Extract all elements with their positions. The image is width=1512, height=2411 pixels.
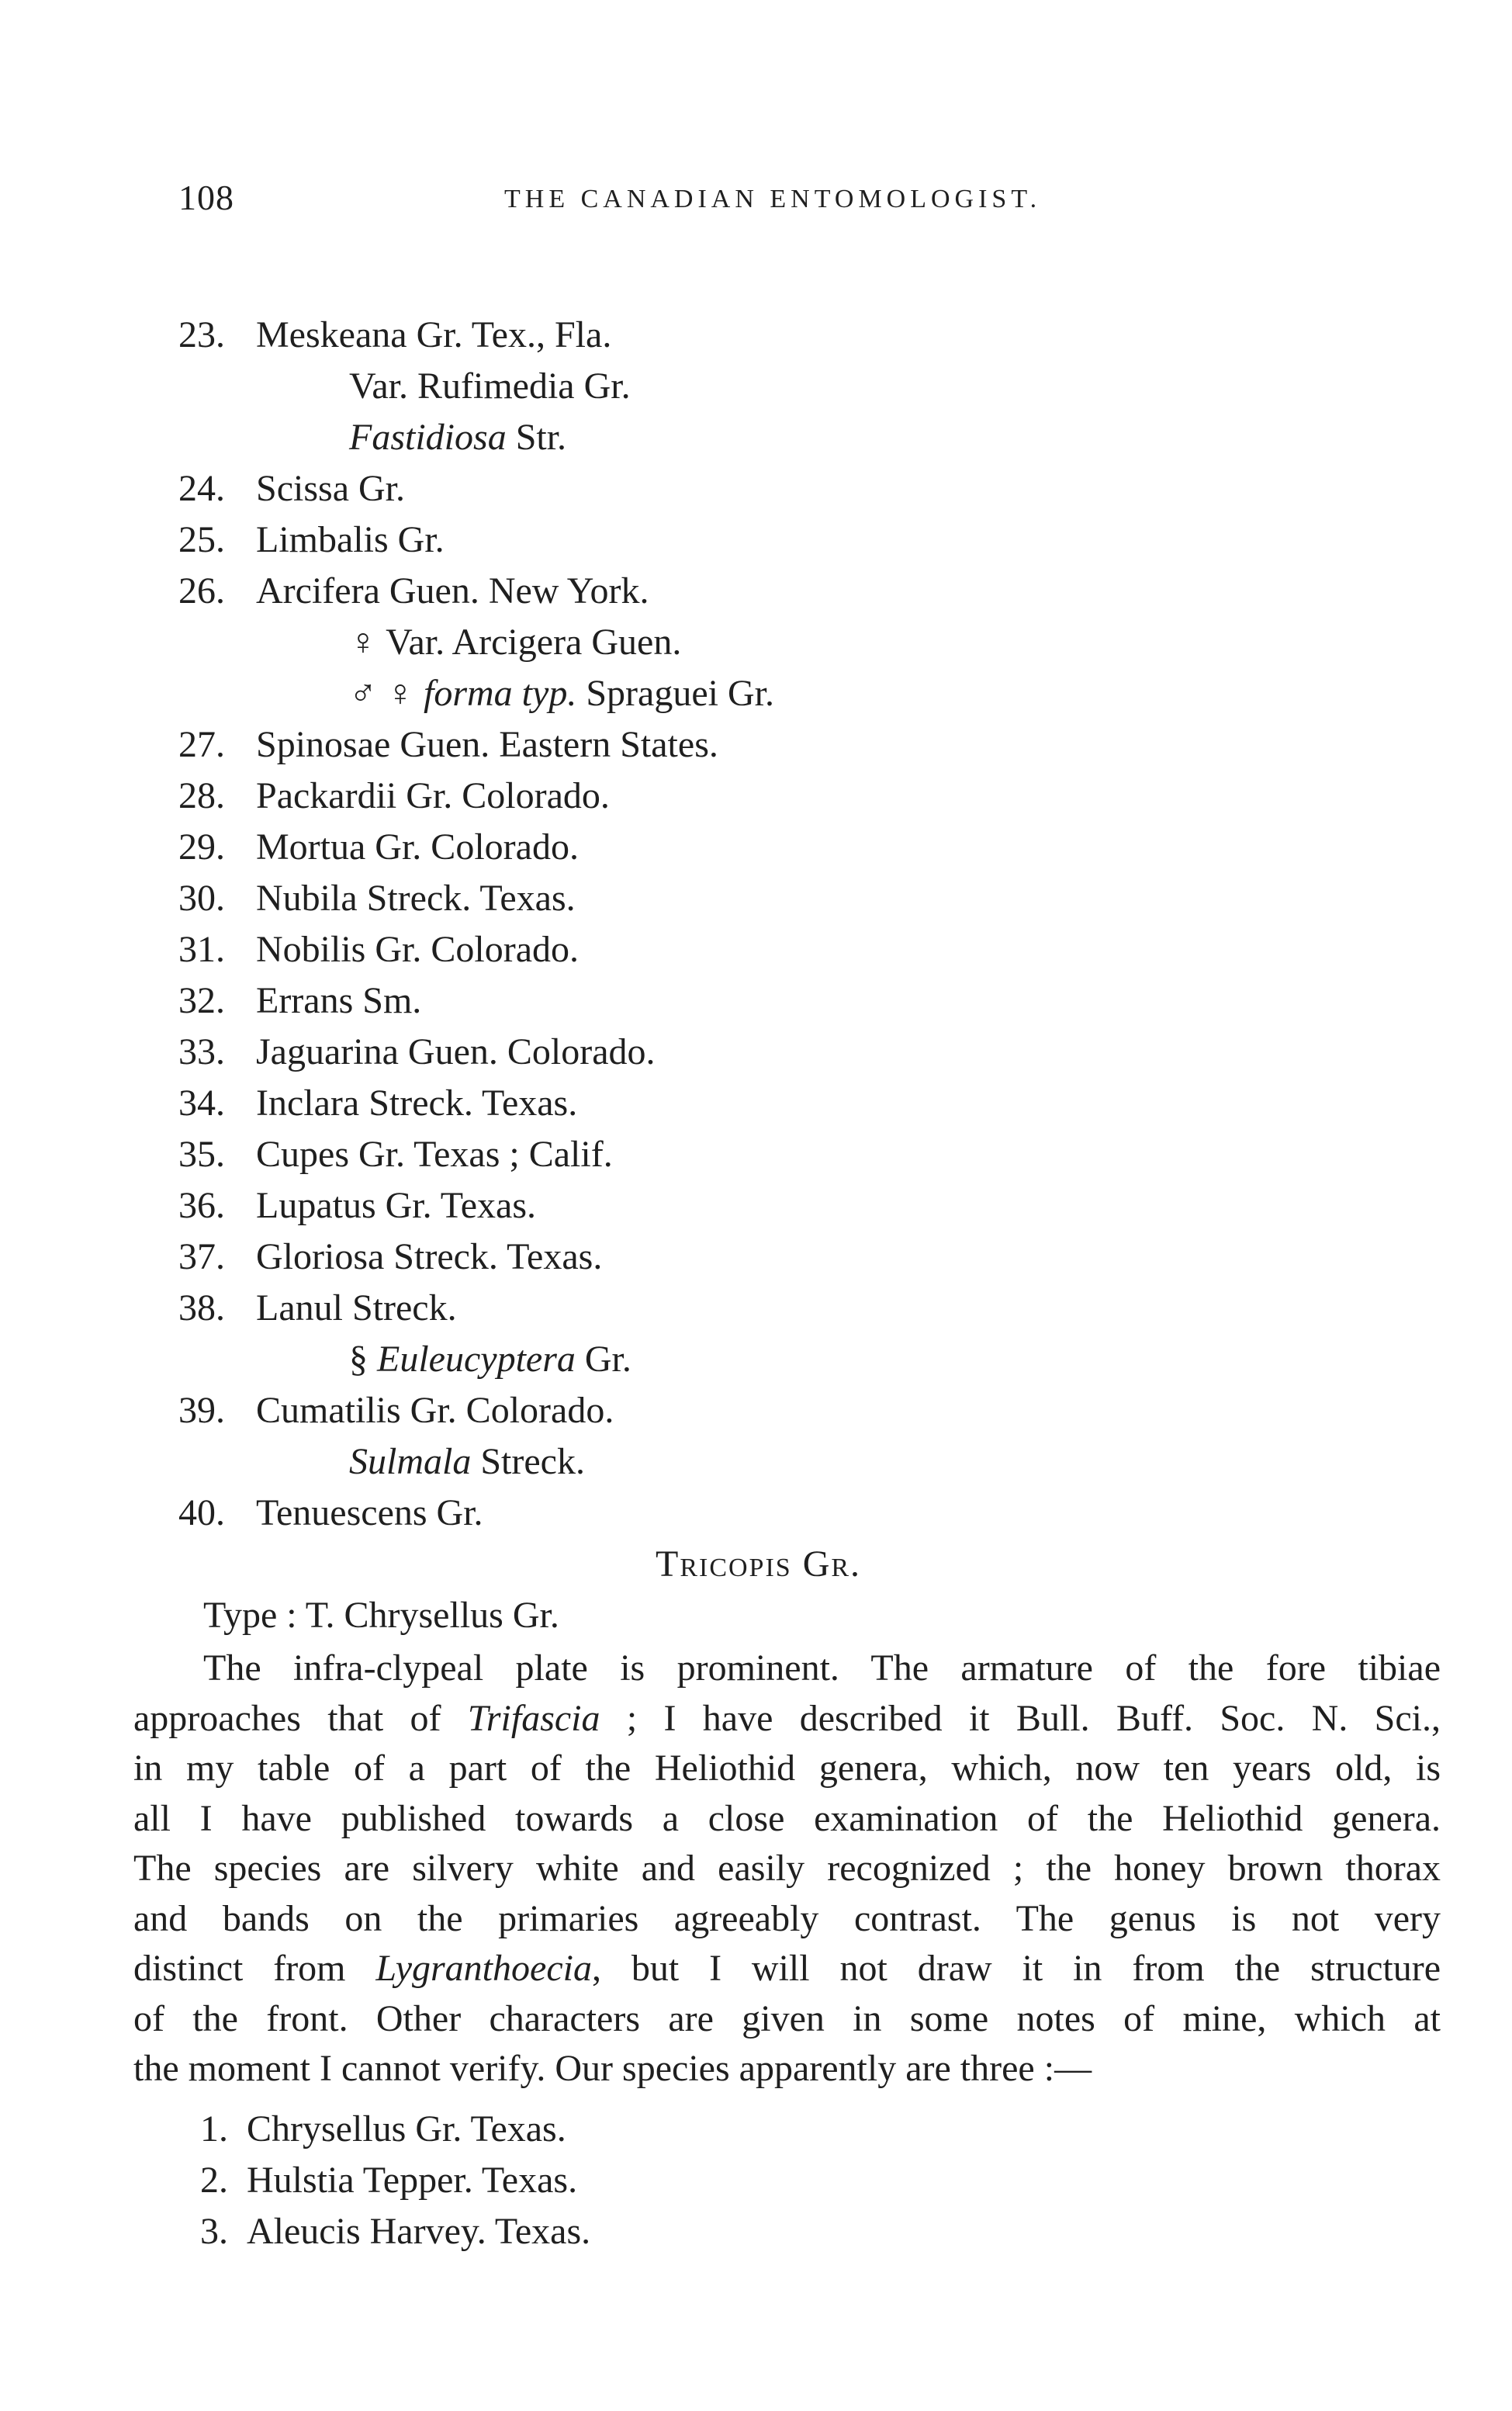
paragraph-line: The infra-clypeal plate is prominent. The armature of the fore tibiae <box>203 1647 1441 1689</box>
item-number: 25. <box>178 519 225 560</box>
item-number: 28. <box>178 775 225 816</box>
list-item <box>178 927 579 973</box>
list-item <box>178 1183 536 1229</box>
item-number: 38. <box>178 1287 225 1328</box>
item-text: Chrysellus Gr. Texas. <box>247 2108 566 2149</box>
item-text: Arcifera Guen. New York. <box>256 570 649 611</box>
item-text: Scissa Gr. <box>256 468 405 509</box>
item-number: 32. <box>178 980 225 1021</box>
list-item <box>178 1131 613 1178</box>
item-text: Lanul Streck. <box>256 1287 457 1328</box>
list-item <box>178 1080 577 1127</box>
list-item <box>178 1387 614 1434</box>
list-item <box>349 619 681 666</box>
item-italic-text: Sulmala <box>349 1441 472 1482</box>
item-number: 2. <box>200 2160 228 2201</box>
paragraph-line: the moment I cannot verify. Our species apparently are three :— <box>133 2048 1092 2089</box>
item-text: Limbalis Gr. <box>256 519 445 560</box>
paragraph-line: distinct from Lygranthoecia, but I will not draw it in from the structure <box>133 1948 1441 1989</box>
item-text: Jaguarina Guen. Colorado. <box>256 1031 656 1072</box>
item-text: Mortua Gr. Colorado. <box>256 826 579 868</box>
item-text: Errans Sm. <box>256 980 422 1021</box>
list-item: § Euleucyptera Gr. <box>349 1339 631 1380</box>
list-item <box>178 568 649 615</box>
item-text: Inclara Streck. Texas. <box>256 1083 578 1124</box>
list-item <box>200 2208 590 2255</box>
list-item <box>200 2157 577 2204</box>
page-header <box>178 177 1420 223</box>
list-item <box>178 312 611 359</box>
item-number: 31. <box>178 929 225 970</box>
page-number: 108 <box>178 178 234 217</box>
item-number: 24. <box>178 468 225 509</box>
list-item <box>178 1234 602 1280</box>
list-item <box>178 1285 457 1332</box>
item-number: 36. <box>178 1185 225 1226</box>
list-item <box>178 824 579 871</box>
item-text: Packardii Gr. Colorado. <box>256 775 610 816</box>
item-text: Cumatilis Gr. Colorado. <box>256 1390 614 1431</box>
item-number: 30. <box>178 878 225 919</box>
item-number: 27. <box>178 724 225 765</box>
item-text: Lupatus Gr. Texas. <box>256 1185 537 1226</box>
list-item <box>178 1490 483 1536</box>
list-item <box>178 875 576 922</box>
item-text: Cupes Gr. Texas ; Calif. <box>256 1134 613 1175</box>
item-number: 35. <box>178 1134 225 1175</box>
running-title: THE CANADIAN ENTOMOLOGIST. <box>504 185 1042 213</box>
item-text: Aleucis Harvey. Texas. <box>247 2211 591 2252</box>
item-text: Tenuescens Gr. <box>256 1492 483 1533</box>
item-number: 37. <box>178 1236 225 1277</box>
list-item <box>178 1029 656 1076</box>
list-item: Sulmala Streck. <box>349 1441 585 1482</box>
item-text: ♀ Var. Arcigera Guen. <box>349 622 682 663</box>
item-number: 34. <box>178 1083 225 1124</box>
paragraph-line: of the front. Other characters are given in some notes of mine, which at <box>133 1997 1441 2039</box>
list-item <box>178 773 610 819</box>
paragraph-line: approaches that of Trifascia ; I have described it Bull. Buff. Soc. N. Sci., <box>133 1697 1441 1739</box>
item-italic-text: Euleucyptera <box>377 1339 576 1380</box>
list-item <box>178 722 718 768</box>
item-number: 3. <box>200 2211 228 2252</box>
list-item <box>349 363 631 410</box>
item-text: Nubila Streck. Texas. <box>256 878 576 919</box>
item-text: Gloriosa Streck. Texas. <box>256 1236 603 1277</box>
item-number: 40. <box>178 1492 225 1533</box>
item-text: Meskeana Gr. Tex., Fla. <box>256 314 612 355</box>
paragraph-line: The species are silvery white and easily recognized ; the honey brown thorax <box>133 1848 1441 1889</box>
item-number: 33. <box>178 1031 225 1072</box>
paragraph-line: in my table of a part of the Heliothid genera, which, now ten years old, is <box>133 1748 1441 1789</box>
paragraph-line: all I have published towards a close examination of the Heliothid genera. <box>133 1797 1441 1839</box>
description-paragraph <box>133 1644 1441 2094</box>
list-item <box>178 978 421 1024</box>
list-item: ♂ ♀ forma typ. Spraguei Gr. <box>349 673 774 714</box>
item-number: 29. <box>178 826 225 868</box>
item-number: 26. <box>178 570 225 611</box>
section-heading: Tricopis Gr. <box>656 1543 862 1585</box>
item-italic-text: forma typ. <box>424 673 577 714</box>
item-number: 1. <box>200 2108 228 2149</box>
item-text: Spinosae Guen. Eastern States. <box>256 724 718 765</box>
paragraph-line: and bands on the primaries agreeably contrast. The genus is not very <box>133 1897 1441 1939</box>
list-item: Fastidiosa Str. <box>349 417 567 458</box>
item-italic-text: Fastidiosa <box>349 417 507 458</box>
list-item <box>200 2106 566 2153</box>
list-item <box>178 466 405 512</box>
list-item <box>178 517 445 563</box>
item-number: 39. <box>178 1390 225 1431</box>
item-text: Hulstia Tepper. Texas. <box>247 2160 578 2201</box>
item-number: 23. <box>178 314 225 355</box>
item-text: Nobilis Gr. Colorado. <box>256 929 579 970</box>
type-line: Type : T. Chrysellus Gr. <box>203 1595 559 1636</box>
item-text: Var. Rufimedia Gr. <box>349 365 631 407</box>
